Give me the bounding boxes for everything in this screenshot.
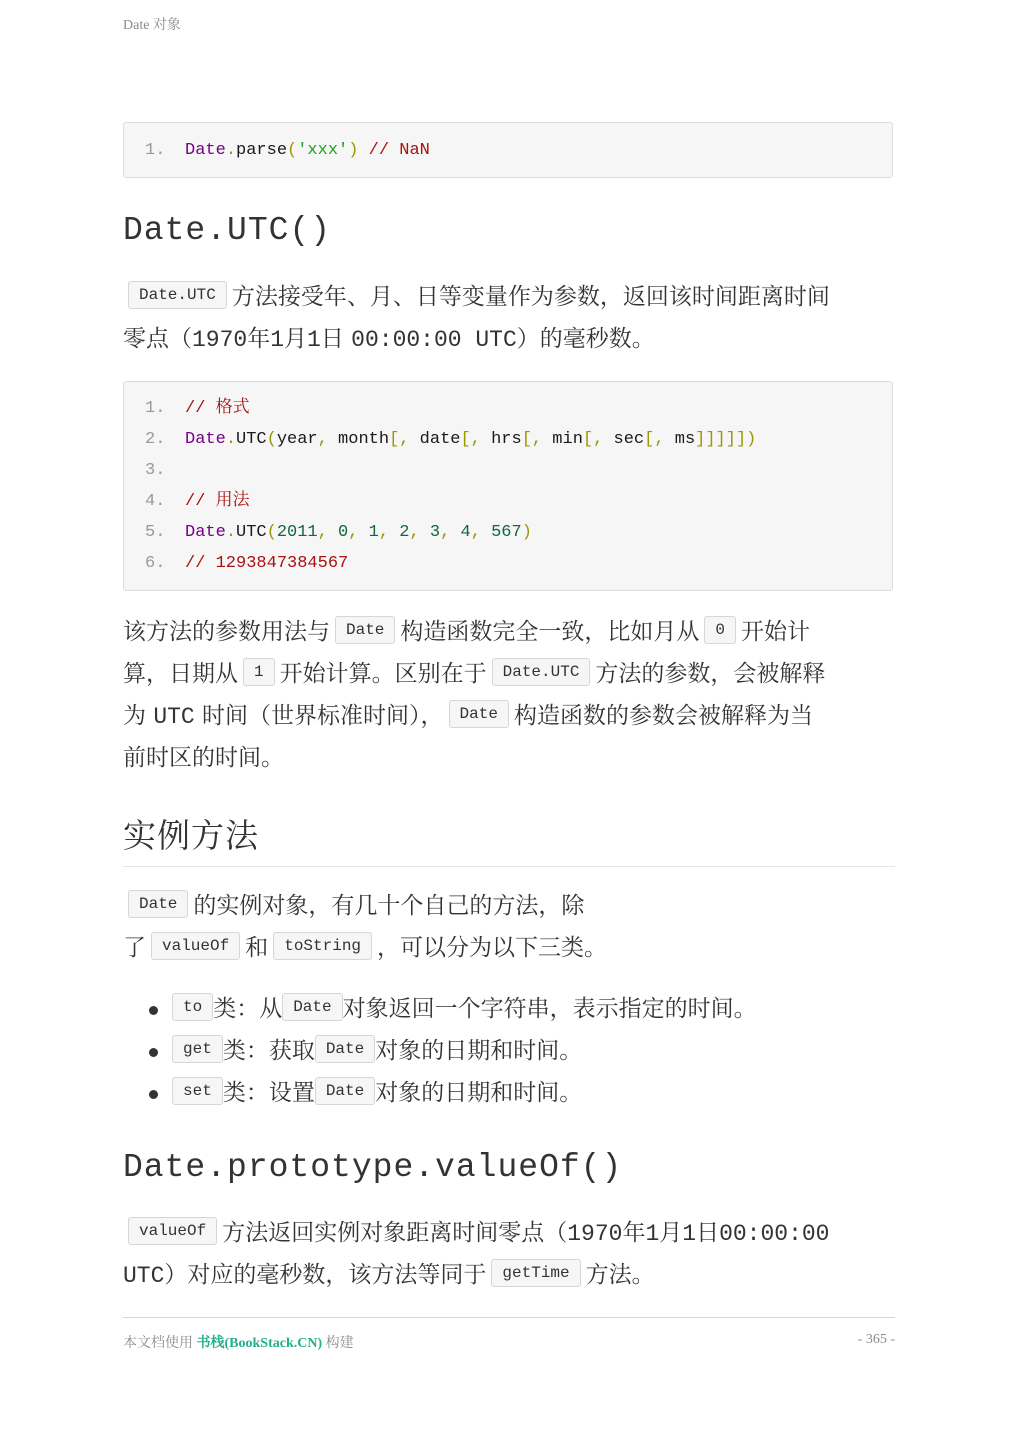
code-text (185, 424, 756, 455)
paragraph-utc-description: Date.UTC 方法接受年、月、日等变量作为参数，返回该时间距离时间 零点（1970年1月1日 00:00:00 UTC）的毫秒数。 (123, 276, 895, 360)
list-item: to 类：从 Date 对象返回一个字符串，表示指定的时间。 (123, 988, 895, 1030)
inline-code: Date (335, 616, 395, 644)
line-number: 2. (145, 430, 166, 449)
bookstack-link[interactable]: 书栈(BookStack.CN) (196, 1336, 323, 1351)
code-token (450, 523, 460, 542)
code-token: ]]]]]) (695, 430, 757, 449)
code-line (124, 455, 892, 486)
code-token: 2 (399, 523, 410, 542)
inline-code: Date (315, 1077, 375, 1105)
code-text (185, 486, 250, 517)
code-line (124, 424, 892, 455)
code-token: [, (521, 430, 543, 449)
code-token: // 用法 (185, 492, 250, 511)
code-token: , (470, 523, 481, 542)
bullet-dot (149, 1090, 158, 1099)
inline-code: 0 (704, 616, 736, 644)
bullet-dot (149, 1048, 158, 1057)
code-token: UTC (236, 430, 267, 449)
code-text (185, 393, 250, 424)
inline-code: Date (128, 890, 188, 918)
code-line (124, 393, 892, 424)
code-token: ) (521, 523, 532, 542)
line-number: 5. (145, 523, 166, 542)
inline-code: Date.UTC (128, 281, 227, 309)
code-token: [, (582, 430, 604, 449)
code-token (328, 523, 338, 542)
code-line (124, 517, 892, 548)
page-number: - 365 - (857, 1332, 895, 1347)
code-token: 0 (338, 523, 349, 542)
inline-code: to (172, 993, 213, 1021)
code-token: Date (185, 141, 226, 160)
line-number: 6. (145, 554, 166, 573)
line-number: 4. (145, 492, 166, 511)
code-token: ) (348, 141, 359, 160)
code-token: UTC (236, 523, 267, 542)
code-token: min (542, 430, 583, 449)
code-token (481, 523, 491, 542)
list-item: get 类：获取 Date 对象的日期和时间。 (123, 1030, 895, 1072)
running-header: Date 对象 (123, 18, 181, 33)
code-token: // NaN (368, 141, 430, 160)
code-token: 4 (460, 523, 471, 542)
inline-code: valueOf (151, 932, 240, 960)
code-line (124, 135, 892, 166)
heading-underline (123, 866, 895, 867)
code-token: 'xxx' (297, 141, 349, 160)
code-token: ( (266, 430, 277, 449)
code-token: [, (644, 430, 665, 449)
code-token: month (327, 430, 390, 449)
code-line (124, 548, 892, 579)
line-number: 1. (145, 141, 166, 160)
code-token (420, 523, 430, 542)
code-token: // 1293847384567 (185, 554, 349, 573)
inline-code: 1 (243, 658, 275, 686)
inline-code: Date (315, 1035, 375, 1063)
code-token: . (225, 523, 237, 542)
code-token: , (317, 430, 328, 449)
inline-code: toString (273, 932, 372, 960)
code-token: 567 (491, 523, 522, 542)
code-text (185, 135, 430, 166)
code-token: , (348, 523, 359, 542)
code-token: [, (460, 430, 481, 449)
code-block-parse (123, 122, 893, 178)
code-token: ( (287, 141, 298, 160)
line-number: 1. (145, 399, 166, 418)
code-token: Date (185, 430, 226, 449)
code-token: . (225, 141, 237, 160)
inline-code: Date (282, 993, 342, 1021)
code-token (389, 523, 399, 542)
code-token: year (276, 430, 318, 449)
inline-code: get (172, 1035, 223, 1063)
line-number: 3. (145, 461, 166, 480)
heading-date-utc: Date.UTC() (123, 212, 332, 249)
code-token: 1 (368, 523, 379, 542)
inline-code: Date.UTC (492, 658, 591, 686)
code-token: // 格式 (185, 399, 250, 418)
bullet-dot (149, 1006, 158, 1015)
code-token: sec (603, 430, 645, 449)
code-token: [, (389, 430, 410, 449)
code-token: , (317, 523, 328, 542)
code-token: , (409, 523, 420, 542)
heading-valueof: Date.prototype.valueOf() (123, 1149, 623, 1186)
code-token: , (440, 523, 451, 542)
list-item: set 类：设置 Date 对象的日期和时间。 (123, 1072, 895, 1114)
paragraph-instance-methods: Date 的实例对象，有几十个自己的方法，除 了 valueOf 和 toString ，可以分为以下三类。 (123, 885, 895, 969)
code-token: parse (236, 141, 288, 160)
inline-code: Date (449, 700, 509, 728)
method-category-list (123, 988, 895, 1114)
code-token: 3 (429, 523, 441, 542)
code-block-utc-usage (123, 381, 893, 591)
code-token: date (409, 430, 461, 449)
code-token (358, 523, 368, 542)
code-token: ( (266, 523, 277, 542)
footer-divider (123, 1317, 895, 1318)
code-line (124, 486, 892, 517)
code-token (358, 141, 368, 160)
paragraph-utc-params: 该方法的参数用法与 Date 构造函数完全一致，比如月从 0 开始计 算，日期从 1 开始计算。区别在于 Date.UTC 方法的参数，会被解释 为 UTC 时间（世界标准时间）， Date 构造函数的参数会被解释为当 前时区的时间。 (123, 611, 895, 779)
footer-credit: 本文档使用 书栈(BookStack.CN) 构建 (123, 1336, 354, 1351)
code-token: , (378, 523, 390, 542)
code-text (185, 517, 532, 548)
inline-code: getTime (491, 1259, 580, 1287)
code-text (185, 548, 348, 579)
inline-code: set (172, 1077, 223, 1105)
inline-code: valueOf (128, 1217, 217, 1245)
heading-instance-methods: 实例方法 (123, 816, 259, 855)
paragraph-valueof: valueOf 方法返回实例对象距离时间零点（1970年1月1日00:00:00 UTC）对应的毫秒数，该方法等同于 getTime 方法。 (123, 1212, 895, 1296)
code-token: ms (664, 430, 696, 449)
code-token: 2011 (276, 523, 318, 542)
code-token: . (225, 430, 237, 449)
code-token: Date (185, 523, 226, 542)
code-token: hrs (480, 430, 522, 449)
